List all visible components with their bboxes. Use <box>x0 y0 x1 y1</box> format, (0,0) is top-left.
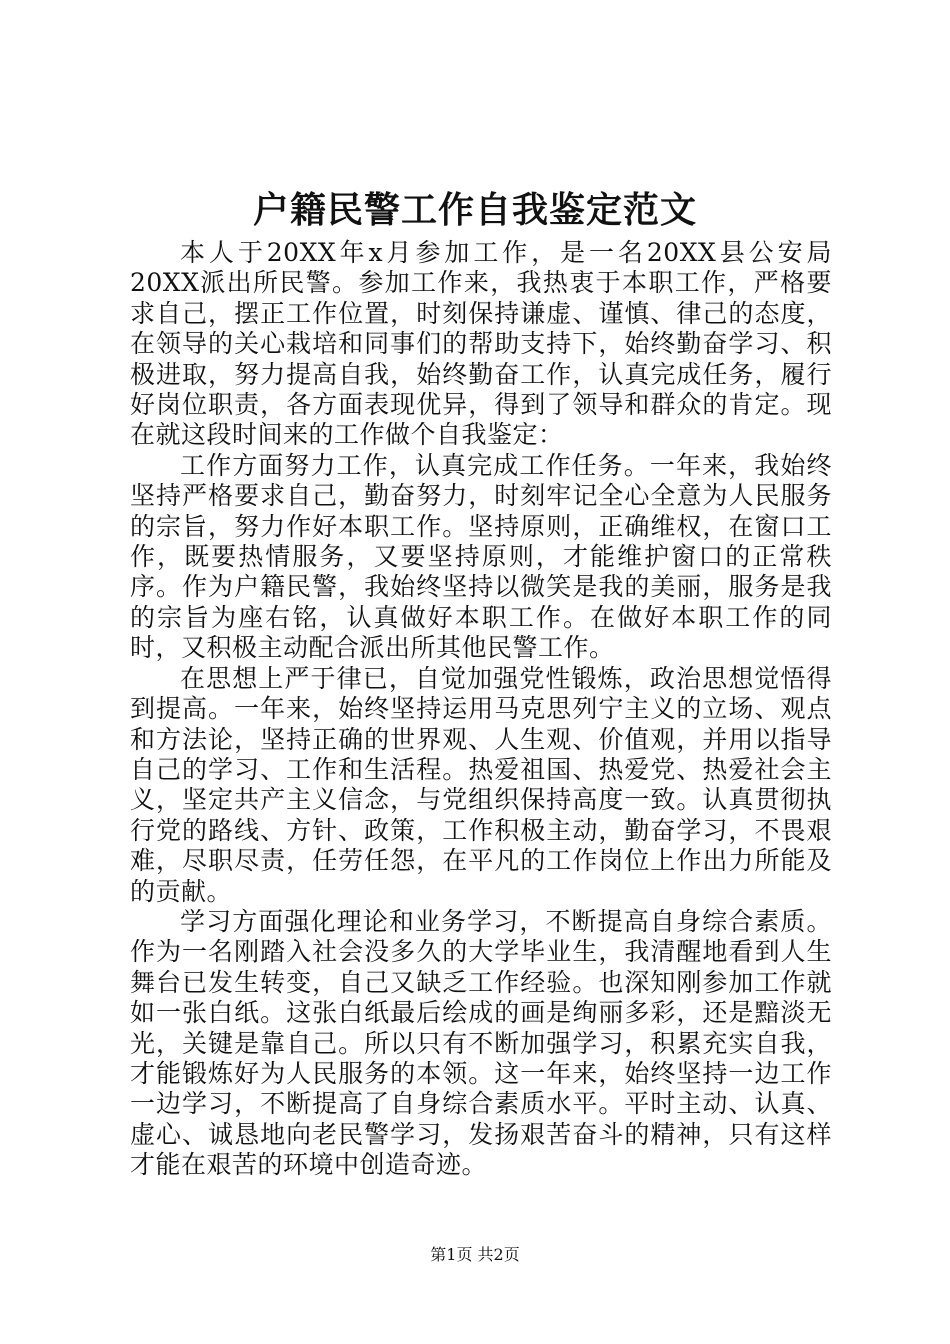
paragraph-ideology: 在思想上严于律已，自觉加强党性锻炼，政治思想觉悟得到提高。一年来，始终坚持运用马克思列宁主义的立场、观点和方法论，坚持正确的世界观、人生观、价值观，并用以指导自己的学习、工作和生活程。热爱祖国、热爱党、热爱社会主义，坚定共产主义信念，与党组织保持高度一致。认真贯彻执行党的路线、方针、政策，工作积极主动，勤奋学习，不畏艰难，尽职尽责，任劳任怨，在平凡的工作岗位上作出力所能及的贡献。 <box>130 663 832 906</box>
document-body <box>130 238 832 1181</box>
paragraph-work: 工作方面努力工作，认真完成工作任务。一年来，我始终坚持严格要求自己，勤奋努力，时刻牢记全心全意为人民服务的宗旨，努力作好本职工作。坚持原则，正确维权，在窗口工作，既要热情服务，又要坚持原则，才能维护窗口的正常秩序。作为户籍民警，我始终坚持以微笑是我的美丽，服务是我的宗旨为座右铭，认真做好本职工作。在做好本职工作的同时，又积极主动配合派出所其他民警工作。 <box>130 450 832 663</box>
document-title: 户籍民警工作自我鉴定范文 <box>252 189 697 231</box>
page-footer: 第1页 共2页 <box>430 1245 520 1264</box>
paragraph-intro: 本人于20XX年x月参加工作，是一名20XX县公安局20XX派出所民警。参加工作来，我热衷于本职工作，严格要求自己，摆正工作位置，时刻保持谦虚、谨慎、律己的态度，在领导的关心栽培和同事们的帮助支持下，始终勤奋学习、积极进取，努力提高自我，始终勤奋工作，认真完成任务，履行好岗位职责，各方面表现优异，得到了领导和群众的肯定。现在就这段时间来的工作做个自我鉴定： <box>130 238 832 450</box>
paragraph-study: 学习方面强化理论和业务学习，不断提高自身综合素质。作为一名刚踏入社会没多久的大学毕业生，我清醒地看到人生舞台已发生转变，自己又缺乏工作经验。也深知刚参加工作就如一张白纸。这张白纸最后绘成的画是绚丽多彩，还是黯淡无光，关键是靠自己。所以只有不断加强学习，积累充实自我，才能锻炼好为人民服务的本领。这一年来，始终坚持一边工作一边学习，不断提高了自身综合素质水平。平时主动、认真、虚心、诚恳地向老民警学习，发扬艰苦奋斗的精神，只有这样才能在艰苦的环境中创造奇迹。 <box>130 906 832 1180</box>
